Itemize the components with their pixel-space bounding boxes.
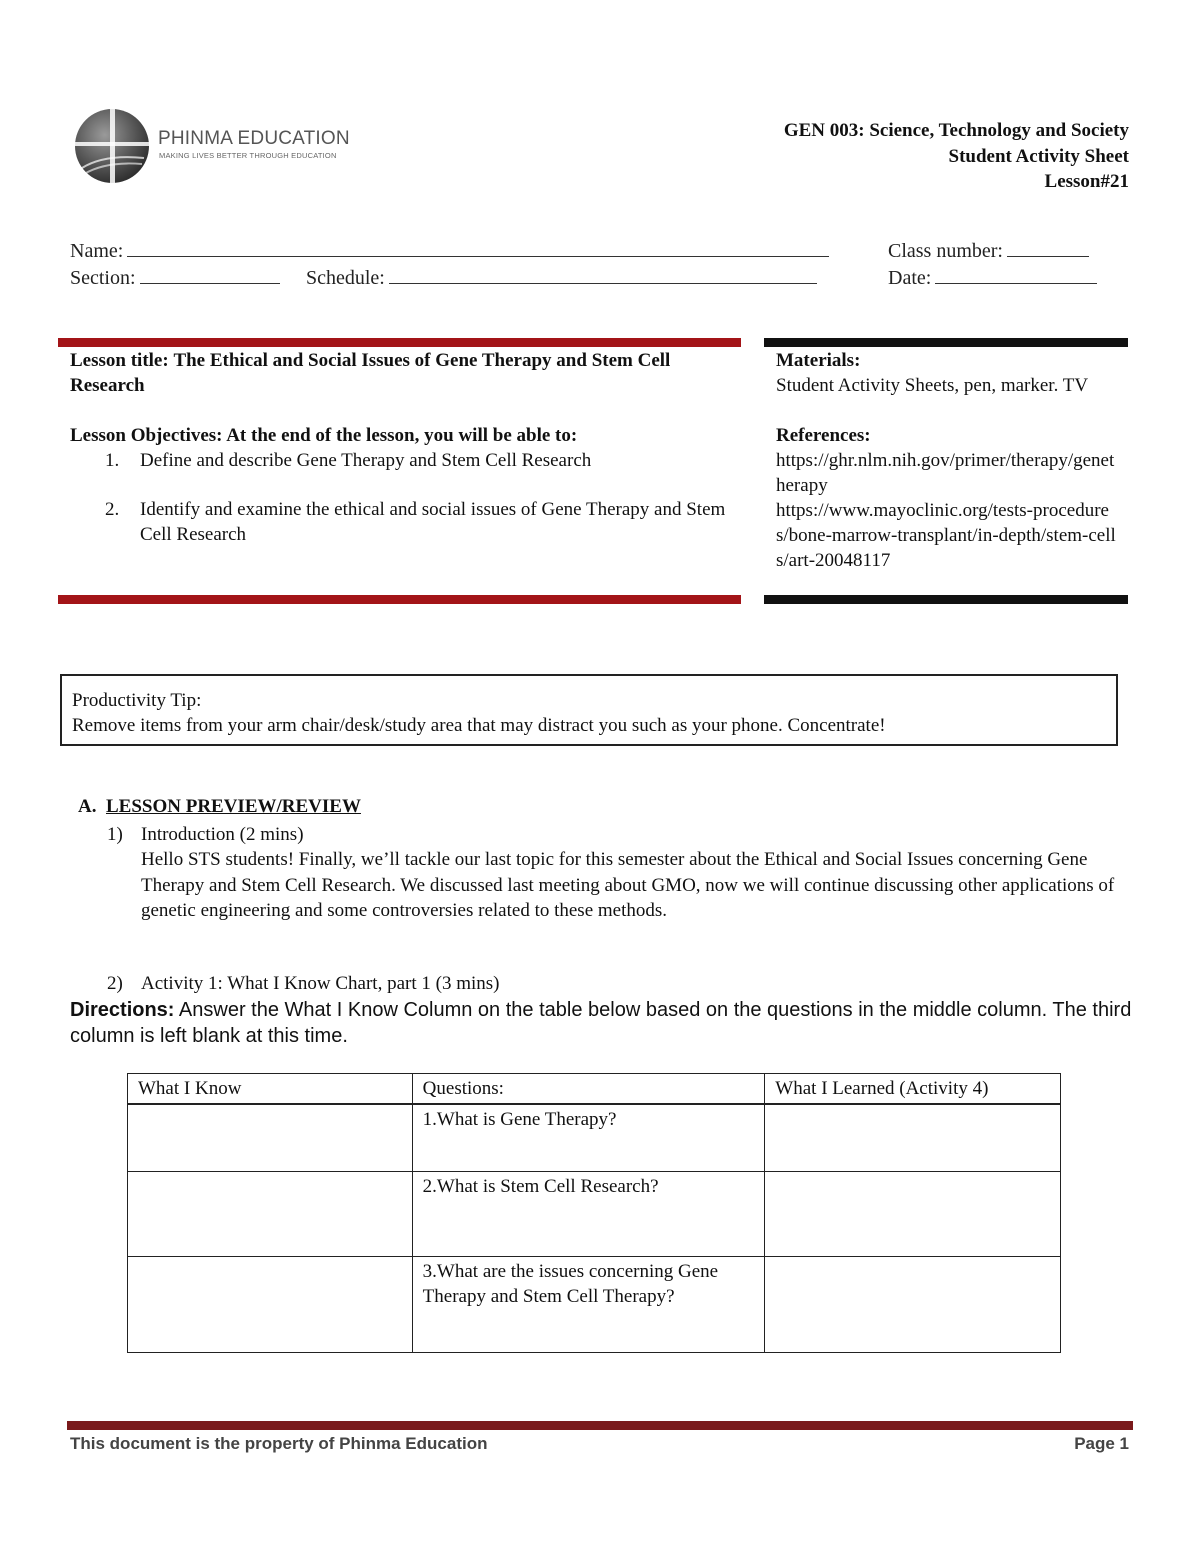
section-field[interactable] xyxy=(70,267,280,290)
intro-text: Hello STS students! Finally, we’ll tackle our last topic for this semester about the Ethical and Social Issues concerning Gene Therapy and Stem Cell Research. We discussed last meeting about GMO, now we will continue discussing other applications of genetic engineering and some controversies related to these methods. xyxy=(141,849,1115,921)
table-row xyxy=(128,1104,1061,1171)
name-field[interactable] xyxy=(70,240,829,263)
schedule-label: Schedule: xyxy=(306,267,385,289)
question-cell: 3.What are the issues concerning Gene Therapy and Stem Cell Therapy? xyxy=(412,1256,765,1352)
header-what-i-learned: What I Learned (Activity 4) xyxy=(765,1074,1061,1105)
date-field[interactable] xyxy=(888,267,1097,290)
references-label: References: xyxy=(776,425,871,446)
section-a-title: LESSON PREVIEW/REVIEW xyxy=(105,796,361,817)
answer-cell[interactable] xyxy=(128,1171,413,1256)
learned-cell[interactable] xyxy=(765,1256,1061,1352)
activity-item-title: Activity 1: What I Know Chart, part 1 (3 mins) xyxy=(141,973,500,994)
materials-bottom-bar xyxy=(764,595,1128,604)
question-cell: 1.What is Gene Therapy? xyxy=(412,1104,765,1171)
date-label: Date: xyxy=(888,267,932,289)
productivity-tip-box xyxy=(60,674,1118,746)
question-cell: 2.What is Stem Cell Research? xyxy=(412,1171,765,1256)
schedule-field[interactable] xyxy=(306,267,817,290)
answer-cell[interactable] xyxy=(128,1104,413,1171)
what-i-know-chart xyxy=(127,1073,1061,1353)
logo-tagline: MAKING LIVES BETTER THROUGH EDUCATION xyxy=(159,151,337,160)
objective-item: 2. Identify and examine the ethical and social issues of Gene Therapy and Stem Cell Research xyxy=(105,499,726,545)
name-line[interactable] xyxy=(127,242,829,257)
class-number-line[interactable] xyxy=(1007,242,1089,257)
section-line[interactable] xyxy=(140,269,280,284)
lesson-title-text: The Ethical and Social Issues of Gene Therapy and Stem Cell Research xyxy=(70,350,671,396)
objective-item: 1. Define and describe Gene Therapy and Stem Cell Research xyxy=(105,450,592,471)
reference-link[interactable]: https://ghr.nlm.nih.gov/primer/therapy/genetherapy xyxy=(776,450,1115,496)
intro-item-title: Introduction (2 mins) xyxy=(141,824,304,845)
activity-item-number: 2) xyxy=(107,973,123,994)
tip-text: Remove items from your arm chair/desk/study area that may distract you such as your phone. Concentrate! xyxy=(72,715,886,736)
class-number-label: Class number: xyxy=(888,240,1003,262)
lesson-top-bar xyxy=(58,338,741,347)
sheet-title: Student Activity Sheet xyxy=(948,146,1129,167)
section-a-heading xyxy=(78,796,361,818)
course-title: GEN 003: Science, Technology and Society xyxy=(783,120,1129,141)
table-header-row xyxy=(128,1074,1061,1105)
schedule-line[interactable] xyxy=(389,269,817,284)
page-number: Page 1 xyxy=(1074,1434,1129,1453)
table-row xyxy=(128,1256,1061,1352)
learned-cell[interactable] xyxy=(765,1104,1061,1171)
materials-top-bar xyxy=(764,338,1128,347)
logo-name: PHINMA EDUCATION xyxy=(158,128,350,149)
materials-info xyxy=(776,348,1126,573)
name-label: Name: xyxy=(70,240,124,262)
footer-property-note: This document is the property of Phinma Education xyxy=(70,1434,488,1453)
footer-bar xyxy=(67,1421,1133,1430)
header-what-i-know: What I Know xyxy=(128,1074,413,1105)
learned-cell[interactable] xyxy=(765,1171,1061,1256)
reference-link[interactable]: https://www.mayoclinic.org/tests-procedures/bone-marrow-transplant/in-depth/stem-cells/art-20048117 xyxy=(776,500,1116,571)
lesson-title-label: Lesson title: xyxy=(70,350,169,371)
section-a-letter: A. xyxy=(78,796,97,817)
answer-cell[interactable] xyxy=(128,1256,413,1352)
tip-title: Productivity Tip: xyxy=(72,690,202,711)
materials-label: Materials: xyxy=(776,350,861,371)
lesson-number: Lesson#21 xyxy=(1044,171,1129,192)
date-line[interactable] xyxy=(935,269,1097,284)
lesson-bottom-bar xyxy=(58,595,741,604)
lesson-title xyxy=(70,348,730,398)
objectives-heading: Lesson Objectives: At the end of the lesson, you will be able to: xyxy=(70,425,578,446)
materials-text: Student Activity Sheets, pen, marker. TV xyxy=(776,375,1089,396)
directions xyxy=(70,997,1150,1049)
intro-item-number: 1) xyxy=(107,824,123,845)
directions-text: Answer the What I Know Column on the table below based on the questions in the middle column. The third column is left blank at this time. xyxy=(70,999,1132,1047)
table-row xyxy=(128,1171,1061,1256)
header-questions: Questions: xyxy=(412,1074,765,1105)
lesson-info xyxy=(70,348,730,547)
class-number-field[interactable] xyxy=(888,240,1089,263)
section-label: Section: xyxy=(70,267,136,289)
directions-label: Directions: xyxy=(70,999,175,1021)
